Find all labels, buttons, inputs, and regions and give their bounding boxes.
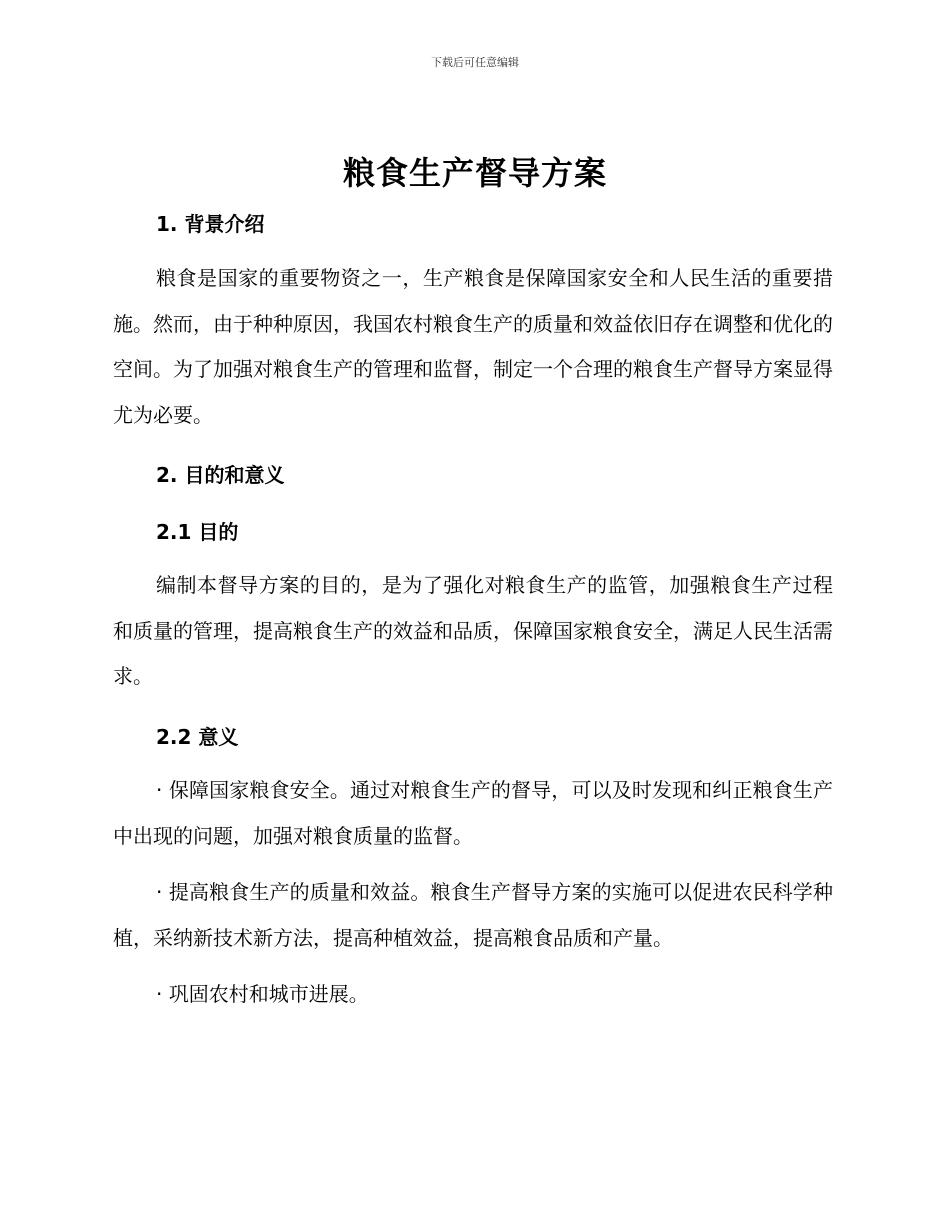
section-heading-significance: 2.2 意义 — [156, 725, 239, 749]
significance-bullet-3: · 巩固农村和城市进展。 — [156, 982, 369, 1006]
significance-bullet-2: · 提高粮食生产的质量和效益。粮食生产督导方案的实施可以促进农民科学种植，采纳新技术新方法，提高种植效益，提高粮食品质和产量。 — [113, 880, 833, 950]
background-paragraph: 粮食是国家的重要物资之一，生产粮食是保障国家安全和人民生活的重要措施。然而，由于种种原因，我国农村粮食生产的质量和效益依旧存在调整和优化的空间。为了加强对粮食生产的管理和监督，制定一个合理的粮食生产督导方案显得尤为必要。 — [113, 266, 833, 427]
purpose-paragraph: 编制本督导方案的目的，是为了强化对粮食生产的监管，加强粮食生产过程和质量的管理，提高粮食生产的效益和品质，保障国家粮食安全，满足人民生活需求。 — [113, 573, 833, 688]
header-note: 下载后可任意编辑 — [431, 56, 519, 69]
section-heading-background: 1. 背景介绍 — [156, 212, 265, 236]
section-heading-purpose: 2.1 目的 — [156, 520, 239, 544]
significance-bullet-1: · 保障国家粮食安全。通过对粮食生产的督导，可以及时发现和纠正粮食生产中出现的问题，加强对粮食质量的监督。 — [113, 778, 833, 848]
page-title: 粮食生产督导方案 — [342, 154, 607, 192]
section-heading-purpose-significance: 2. 目的和意义 — [156, 463, 285, 487]
